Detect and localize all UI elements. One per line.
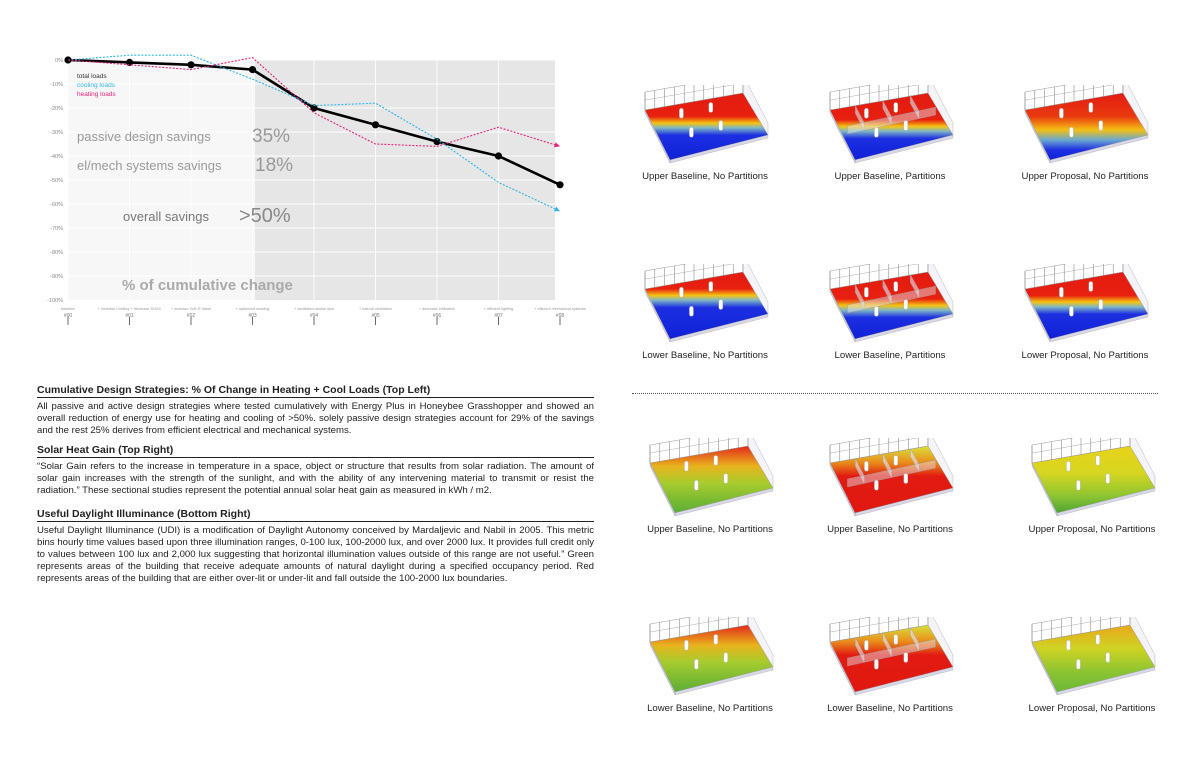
section-udi	[37, 508, 594, 585]
total-loads-point	[372, 121, 379, 128]
udi-thumb	[1022, 617, 1162, 714]
step-label: + efficient mechanical systems	[534, 307, 586, 311]
column	[1099, 300, 1103, 310]
section-heading: Solar Heat Gain (Top Right)	[37, 444, 594, 458]
cumulative-change-chart	[30, 40, 600, 340]
thumb-caption: Lower Baseline, Partitions	[834, 350, 946, 361]
udi-model	[820, 617, 960, 699]
y-tick-label: -20%	[50, 106, 63, 112]
column	[874, 480, 878, 490]
column	[904, 474, 908, 484]
column	[874, 127, 878, 137]
legend-entry: total loads	[77, 73, 107, 80]
column	[679, 287, 683, 297]
solar-thumb	[1015, 85, 1155, 182]
solar-heat-gain-model	[820, 85, 960, 167]
column	[709, 281, 713, 291]
x-tick-label: #03	[248, 313, 257, 319]
column	[904, 653, 908, 663]
y-tick-label: -90%	[50, 274, 63, 280]
y-tick-label: -70%	[50, 226, 63, 232]
solar-heat-gain-model	[1015, 264, 1155, 346]
total-loads-point	[495, 152, 502, 159]
udi-thumb	[820, 438, 960, 535]
x-tick-label: #01	[125, 313, 134, 319]
annotation-label: passive design savings	[77, 129, 211, 144]
column	[894, 455, 898, 465]
column	[1069, 127, 1073, 137]
column	[1089, 281, 1093, 291]
column	[1106, 653, 1110, 663]
total-loads-point	[556, 181, 563, 188]
udi-model	[640, 438, 780, 520]
udi-thumb	[640, 617, 780, 714]
column	[1099, 121, 1103, 131]
y-tick-label: -50%	[50, 178, 63, 184]
step-label: baseline	[60, 307, 76, 311]
y-tick-label: -100%	[47, 298, 63, 304]
column	[864, 108, 868, 118]
column	[1096, 455, 1100, 465]
thumb-caption: Upper Baseline, Partitions	[834, 171, 946, 182]
y-tick-label: 0%	[55, 58, 63, 64]
udi-model	[640, 617, 780, 699]
legend-entry: cooling loads	[77, 82, 115, 89]
column	[894, 102, 898, 112]
column	[724, 653, 728, 663]
section-divider	[632, 393, 1158, 394]
section-body: Useful Daylight Illuminance (UDI) is a modification of Daylight Autonomy conceived by Mardaljevic and Nabil in 2005. This metric bins hourly time values based upon three illumination ranges, 0-100 lux, 100-2000 lux, and over 2000 lux. It provides full credit only to values between 100 lux and 2,000 lux suggesting that horizontal illumination values outside of this range are not useful.” Green represents areas of the building that receive adequate amounts of natural daylight during a specified occupancy period. Red represents areas of the building that are either over-lit or under-lit and fall outside the 100-2000 lux boundaries.	[37, 525, 594, 585]
y-tick-label: -60%	[50, 202, 63, 208]
step-label: + decrease infiltration	[418, 307, 456, 311]
step-label: + efficient lighting	[483, 307, 514, 311]
column	[1106, 474, 1110, 484]
udi-thumb	[1022, 438, 1162, 535]
column	[714, 455, 718, 465]
udi-model	[1022, 438, 1162, 520]
legend-entry: heating loads	[77, 91, 116, 98]
thumb-caption: Upper Proposal, No Partitions	[1028, 524, 1156, 535]
solar-heat-gain-model	[635, 85, 775, 167]
section-heading: Useful Daylight Illuminance (Bottom Right)	[37, 508, 594, 522]
column	[894, 281, 898, 291]
thumb-caption: Lower Baseline, No Partitions	[647, 703, 773, 714]
solar-thumb	[1015, 264, 1155, 361]
column	[864, 287, 868, 297]
column	[1059, 287, 1063, 297]
section-cumulative	[37, 384, 594, 437]
section-body: All passive and active design strategies where tested cumulatively with Energy Plus in Honeybee Grasshopper and showed an overall reduction of energy use for heating and cooling of >50%. solely passive design strategies account for 29% of the savings and the rest 25% derives from efficient electrical and mechanical systems.	[37, 401, 594, 437]
annotation-value: 35%	[252, 126, 291, 147]
column	[864, 461, 868, 471]
thumb-caption: Lower Baseline, No Partitions	[827, 703, 953, 714]
x-axis-label: % of cumulative change	[122, 277, 293, 294]
x-tick-label: #00	[63, 313, 73, 319]
x-tick-label: #02	[186, 313, 196, 319]
solar-thumb	[635, 264, 775, 361]
x-tick-label: #08	[555, 313, 565, 319]
chart-svg	[30, 40, 600, 340]
column	[1076, 659, 1080, 669]
column	[1076, 480, 1080, 490]
udi-model	[820, 438, 960, 520]
section-solar	[37, 444, 594, 497]
section-heading: Cumulative Design Strategies: % Of Change in Heating + Cool Loads (Top Left)	[37, 384, 594, 398]
column	[719, 300, 723, 310]
section-body: “Solar Gain refers to the increase in temperature in a space, object or structure that results from solar radiation. The amount of solar gain increases with the strength of the sunlight, and with the ability of any intervening material to transmit or resist the radiation.” These sectional studies represent the potential annual solar heat gain as measured in kWh / m2.	[37, 461, 594, 497]
column	[679, 108, 683, 118]
column	[1096, 634, 1100, 644]
total-loads-point	[187, 61, 194, 68]
step-label: + increase r/ceiling + decrease SHGC	[97, 307, 162, 311]
total-loads-point	[249, 66, 256, 73]
column	[874, 659, 878, 669]
y-tick-label: -80%	[50, 250, 63, 256]
x-tick-label: #05	[371, 313, 380, 319]
column	[714, 634, 718, 644]
column	[874, 306, 878, 316]
solar-thumb	[820, 85, 960, 182]
column	[1066, 640, 1070, 650]
step-label: + ventilated double skin	[294, 307, 334, 311]
column	[684, 640, 688, 650]
annotation-label: el/mech systems savings	[77, 158, 222, 173]
solar-heat-gain-model	[820, 264, 960, 346]
column	[724, 474, 728, 484]
x-tick-label: #06	[432, 313, 442, 319]
column	[904, 300, 908, 310]
annotation-label: overall savings	[123, 209, 209, 224]
thumb-caption: Lower Baseline, No Partitions	[642, 350, 768, 361]
column	[709, 102, 713, 112]
column	[864, 640, 868, 650]
solar-thumb	[820, 264, 960, 361]
thumb-caption: Upper Baseline, No Partitions	[827, 524, 953, 535]
udi-thumb	[820, 617, 960, 714]
column	[894, 634, 898, 644]
thumb-caption: Lower Proposal, No Partitions	[1021, 350, 1149, 361]
udi-model	[1022, 617, 1162, 699]
column	[694, 480, 698, 490]
column	[684, 461, 688, 471]
thumb-caption: Upper Proposal, No Partitions	[1021, 171, 1149, 182]
x-tick-label: #04	[309, 313, 319, 319]
thumb-caption: Lower Proposal, No Partitions	[1028, 703, 1156, 714]
thumb-caption: Upper Baseline, No Partitions	[647, 524, 773, 535]
solar-heat-gain-model	[1015, 85, 1155, 167]
column	[694, 659, 698, 669]
column	[1069, 306, 1073, 316]
udi-thumb	[640, 438, 780, 535]
y-tick-label: -40%	[50, 154, 63, 160]
annotation-value: 18%	[255, 155, 294, 176]
y-tick-label: -30%	[50, 130, 63, 136]
y-tick-label: -10%	[50, 82, 63, 88]
column	[1059, 108, 1063, 118]
column	[689, 306, 693, 316]
x-tick-label: #07	[494, 313, 503, 319]
step-label: + natural ventilation	[358, 307, 393, 311]
column	[904, 121, 908, 131]
step-label: + optimized shading	[235, 307, 270, 311]
column	[719, 121, 723, 131]
solar-thumb	[635, 85, 775, 182]
solar-heat-gain-model	[635, 264, 775, 346]
column	[1066, 461, 1070, 471]
thumb-caption: Upper Baseline, No Partitions	[642, 171, 768, 182]
column	[1089, 102, 1093, 112]
annotation-value: >50%	[239, 205, 291, 227]
step-label: + increase VoR-R Value	[170, 307, 212, 311]
column	[689, 127, 693, 137]
